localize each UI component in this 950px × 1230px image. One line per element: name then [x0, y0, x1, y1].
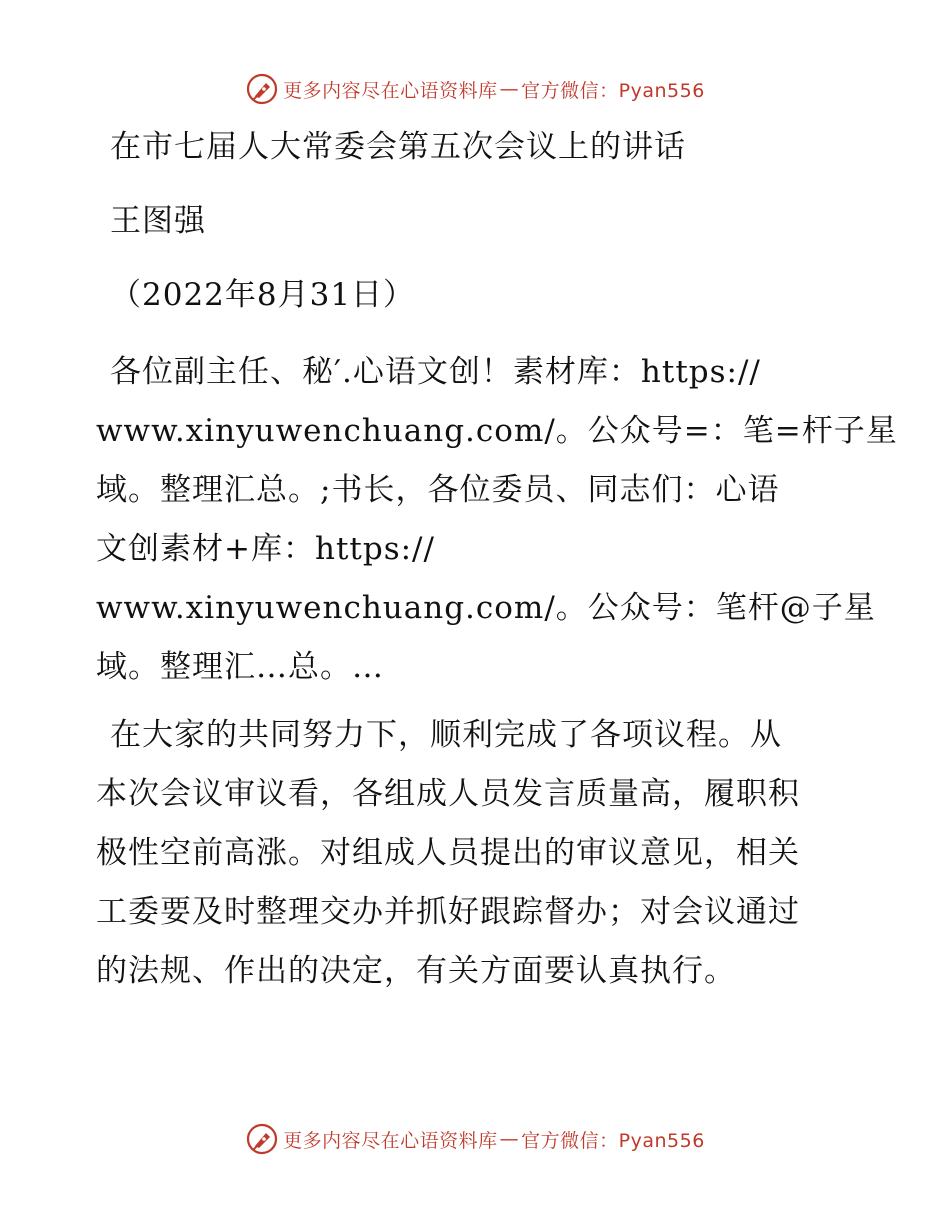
paragraph-line: 本次会议审议看，各组成人员发言质量高，履职积 [96, 776, 800, 812]
pen-nib-logo-icon [245, 1122, 279, 1156]
paragraph-2 [96, 706, 856, 1001]
paragraph-line: www.xinyuwenchuang.com/。公众号=：笔=杆子星 [96, 413, 898, 449]
banner-wechat: 官方微信：Pyan556 [521, 79, 705, 102]
document-author: 王图强 [110, 203, 206, 239]
paragraph-line: 在大家的共同努力下，顺利完成了各项议程。从 [110, 717, 782, 753]
banner-wechat: 官方微信：Pyan556 [521, 1129, 705, 1152]
paragraph-1 [96, 343, 898, 697]
banner-separator: — [499, 78, 520, 100]
paragraph-line: 工委要及时整理交办并抓好跟踪督办；对会议通过 [96, 894, 800, 930]
paragraph-line: 极性空前高涨。对组成人员提出的审议意见，相关 [96, 835, 800, 871]
paragraph-line: 各位副主任、秘′.心语文创！素材库：https:// [110, 354, 761, 390]
banner-text: 更多内容尽在心语资料库 [283, 79, 498, 102]
document-date: （2022年8月31日） [110, 277, 416, 313]
paragraph-line: 的法规、作出的决定，有关方面要认真执行。 [96, 953, 736, 989]
pen-nib-logo-icon [245, 72, 279, 106]
document-title: 在市七届人大常委会第五次会议上的讲话 [110, 129, 686, 165]
paragraph-line: 域。整理汇…总。… [96, 649, 384, 685]
banner-separator: — [499, 1128, 520, 1150]
header-banner [0, 72, 950, 106]
paragraph-line: www.xinyuwenchuang.com/。公众号：笔杆@子星 [96, 590, 876, 626]
paragraph-line: 文创素材+库：https:// [96, 531, 435, 567]
footer-banner [0, 1122, 950, 1156]
banner-text: 更多内容尽在心语资料库 [283, 1129, 498, 1152]
paragraph-line: 域。整理汇总。;书长，各位委员、同志们：心语 [96, 472, 780, 508]
